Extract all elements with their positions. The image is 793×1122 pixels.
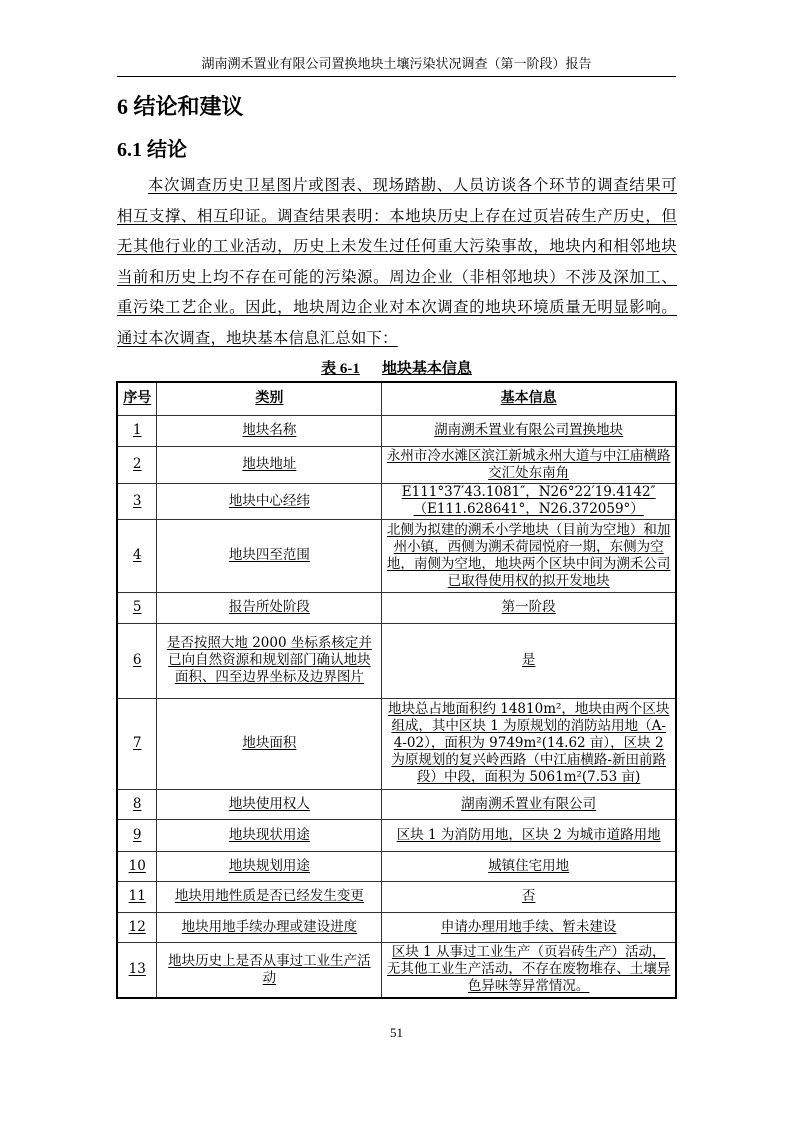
cell-category (157, 623, 382, 698)
row-info: 是 (521, 652, 536, 668)
section-title: 6.1 结论 (117, 139, 187, 161)
cell-no (117, 592, 157, 623)
cell-category (157, 483, 382, 519)
table-body (117, 415, 676, 998)
row-info: 永州市冷水滩区滨江新城永州大道与中江庙横路交汇处东南角 (386, 447, 671, 481)
row-category: 地块用地手续办理或建设进度 (181, 918, 358, 935)
cell-info (382, 415, 676, 446)
row-category: 地块四至范围 (228, 547, 310, 563)
table-row (117, 592, 676, 623)
site-info-table (116, 381, 677, 999)
table-row (117, 483, 676, 519)
row-no: 13 (128, 961, 146, 978)
row-no: 9 (132, 826, 142, 843)
table-row (117, 851, 676, 881)
cell-no (117, 623, 157, 698)
cell-no (117, 912, 157, 942)
cell-info (382, 851, 676, 881)
cell-info (382, 819, 676, 851)
row-info: 湖南溯禾置业有限公司置换地块 (434, 422, 624, 438)
header-no (117, 382, 157, 415)
cell-no (117, 881, 157, 912)
row-category: 报告所处阶段 (228, 599, 310, 615)
cell-category (157, 519, 382, 592)
header-info (382, 382, 676, 415)
table-row (117, 789, 676, 819)
cell-category (157, 415, 382, 446)
row-category: 地块地址 (242, 456, 297, 472)
row-info: 城镇住宅用地 (488, 857, 570, 874)
cell-category (157, 446, 382, 483)
header-info-label: 基本信息 (500, 391, 557, 407)
cell-no (117, 851, 157, 881)
cell-no (117, 789, 157, 819)
cell-no (117, 519, 157, 592)
cell-info (382, 592, 676, 623)
row-info: 否 (521, 888, 536, 904)
table-row (117, 819, 676, 851)
row-category: 地块规划用途 (228, 857, 310, 874)
row-info: 地块总占地面积约 14810m²，地块由两个区块组成，其中区块 1 为原规划的消防站用地（A-4-02），面积为 9749m²(14.62 亩），区块 2 为原规划的复兴岭西路（中江庙横路-新田前路段）中段，面积为 5061m²(7.53 亩) (387, 701, 670, 785)
row-category: 地块名称 (242, 422, 297, 438)
table-row (117, 415, 676, 446)
row-info: 湖南溯禾置业有限公司 (461, 795, 597, 812)
cell-category (157, 698, 382, 789)
row-no: 7 (132, 735, 142, 751)
cell-info (382, 789, 676, 819)
cell-no (117, 942, 157, 998)
row-no: 3 (132, 492, 142, 509)
row-info: 申请办理用地手续、暂未建设 (440, 918, 617, 935)
cell-category (157, 592, 382, 623)
table-row (117, 698, 676, 789)
table-header-row (117, 382, 676, 415)
cell-no (117, 446, 157, 483)
row-no: 2 (132, 456, 142, 472)
table-caption-number: 表 6-1 (321, 361, 360, 377)
cell-category (157, 819, 382, 851)
row-no: 11 (128, 888, 146, 904)
table-row (117, 912, 676, 942)
table-row (117, 519, 676, 592)
row-info: E111°37′43.1081″，N26°22′19.4142″（E111.628641°，N26.372059°） (401, 484, 656, 517)
row-no: 6 (132, 652, 142, 668)
row-category: 地块使用权人 (228, 795, 310, 812)
row-category: 地块用地性质是否已经发生变更 (174, 888, 364, 904)
cell-info (382, 519, 676, 592)
row-no: 10 (128, 857, 146, 874)
cell-info (382, 912, 676, 942)
row-category: 地块历史上是否从事过工业生产活动 (168, 952, 371, 986)
cell-category (157, 912, 382, 942)
row-no: 4 (132, 547, 142, 563)
cell-no (117, 819, 157, 851)
row-no: 5 (132, 599, 142, 615)
row-category: 是否按照大地 2000 坐标系核定并已向自然资源和规划部门确认地块面积、四至边界坐标及边界图片 (166, 635, 372, 685)
cell-no (117, 483, 157, 519)
chapter-title: 6 结论和建议 (117, 94, 244, 119)
table-row (117, 446, 676, 483)
row-info: 区块 1 为消防用地，区块 2 为城市道路用地 (396, 826, 661, 843)
cell-info (382, 483, 676, 519)
header-category-label: 类别 (255, 391, 284, 407)
header-no-label: 序号 (123, 391, 152, 407)
table-row (117, 942, 676, 998)
page-number: 51 (390, 1025, 403, 1040)
row-category: 地块现状用途 (228, 826, 310, 843)
table-caption-title: 地块基本信息 (381, 361, 472, 377)
cell-info (382, 623, 676, 698)
cell-category (157, 942, 382, 998)
cell-info (382, 446, 676, 483)
row-category: 地块面积 (242, 735, 297, 751)
row-info: 北侧为拟建的溯禾小学地块（目前为空地）和加州小镇，西侧为溯禾荷园悦府一期，东侧为空地，南侧为空地，地块两个区块中间为溯禾公司已取得使用权的拟开发地块 (386, 521, 671, 589)
cell-no (117, 698, 157, 789)
row-info: 第一阶段 (501, 599, 556, 615)
row-info: 区块 1 从事过工业生产（页岩砖生产）活动，无其他工业生产活动，不存在废物堆存、土壤异色异味等异常情况。 (386, 944, 671, 995)
cell-info (382, 881, 676, 912)
running-header: 湖南溯禾置业有限公司置换地块土壤污染状况调查（第一阶段）报告 (201, 57, 592, 72)
cell-category (157, 789, 382, 819)
table-caption (117, 359, 676, 379)
table-row (117, 881, 676, 912)
cell-info (382, 698, 676, 789)
cell-category (157, 851, 382, 881)
row-no: 12 (128, 918, 146, 935)
table-row (117, 623, 676, 698)
row-no: 1 (132, 422, 142, 438)
header-category (157, 382, 382, 415)
cell-no (117, 415, 157, 446)
cell-info (382, 942, 676, 998)
header-rule (117, 76, 676, 77)
row-no: 8 (132, 795, 142, 812)
conclusion-paragraph: 本次调查历史卫星图片或图表、现场踏勘、人员访谈各个环节的调查结果可相互支撑、相互印证。调查结果表明：本地块历史上存在过页岩砖生产历史，但无其他行业的工业活动，历史上未发生过任何重大污染事故，地块内和相邻地块当前和历史上均不存在可能的污染源。周边企业（非相邻地块）不涉及深加工、重污染工艺企业。因此，地块周边企业对本次调查的地块环境质量无明显影响。通过本次调查，地块基本信息汇总如下： (117, 176, 677, 347)
row-category: 地块中心经纬 (228, 492, 310, 509)
cell-category (157, 881, 382, 912)
